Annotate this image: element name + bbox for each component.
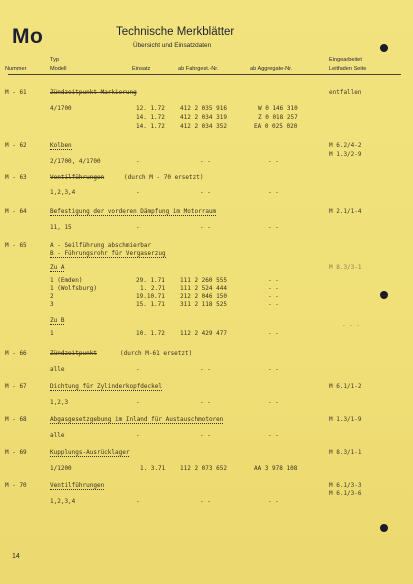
- row-number: M - 64: [5, 208, 27, 215]
- cell-aggregate: - -: [268, 366, 279, 373]
- cell-einsatz: 14. 1.72: [136, 123, 165, 130]
- row-title: Dichtung für Zylinderkopfdeckel: [50, 383, 162, 390]
- cell-modell: 1/1200: [50, 465, 72, 472]
- row-number: M - 67: [5, 383, 27, 390]
- cell-fahrgestell: 311 2 118 525: [180, 301, 227, 308]
- cell-modell: 2/1700, 4/1700: [50, 158, 101, 165]
- cell-modell: 1,2,3,4: [50, 498, 76, 505]
- cell-aggregate: - -: [268, 224, 279, 231]
- row-title: Zündzeitpunkt-Markierung: [50, 89, 137, 96]
- subsection-label: Zu B: [50, 317, 65, 324]
- page-title: Technische Merkblätter: [116, 26, 235, 38]
- cell-fahrgestell: - -: [200, 189, 211, 196]
- cell-modell: 1 (Wolfsburg): [50, 285, 97, 292]
- cell-fahrgestell: 112 2 073 652: [180, 465, 227, 472]
- row-reference: M 1.3/2-9: [329, 151, 362, 158]
- row-title: Ventilführungen: [50, 174, 105, 181]
- row-title: B - Führungsrohr für Vergaserzug: [50, 250, 166, 257]
- row-reference: entfallen: [329, 89, 362, 96]
- row-note: (durch M-61 ersetzt): [120, 350, 193, 357]
- row-reference: M 6.2/4-2: [329, 142, 362, 149]
- row-number: M - 61: [5, 89, 27, 96]
- row-reference: M 1.3/1-9: [329, 416, 362, 423]
- row-reference: M 6.1/3-6: [329, 490, 362, 497]
- cell-modell: 1: [50, 330, 54, 337]
- row-reference: M 6.1/1-2: [329, 383, 362, 390]
- cell-fahrgestell: 412 2 035 916: [180, 105, 227, 112]
- row-title: A - Seilführung abschmierbar: [50, 242, 152, 249]
- cell-modell: 1,2,3: [50, 399, 69, 406]
- cell-fahrgestell: 412 2 034 352: [180, 123, 227, 130]
- section-code: Mo: [12, 25, 44, 48]
- cell-modell: 1,2,3,4: [50, 189, 76, 196]
- cell-modell: 3: [50, 301, 54, 308]
- cell-einsatz: 14. 1.72: [136, 114, 165, 121]
- cell-einsatz: 1. 2.71: [140, 285, 166, 292]
- cell-einsatz: 1. 3.71: [140, 465, 166, 472]
- cell-einsatz: -: [136, 399, 140, 406]
- row-number: M - 70: [5, 482, 27, 489]
- cell-aggregate: - -: [268, 330, 279, 337]
- row-number: M - 66: [5, 350, 27, 357]
- row-reference: - - -: [342, 322, 361, 329]
- cell-modell: 11, 15: [50, 224, 72, 231]
- row-reference: M 6.1/3-3: [329, 482, 362, 489]
- cell-fahrgestell: 212 2 046 150: [180, 293, 227, 300]
- cell-einsatz: -: [136, 432, 140, 439]
- cell-aggregate: - -: [268, 158, 279, 165]
- row-number: M - 69: [5, 449, 27, 456]
- binder-hole: [380, 44, 388, 52]
- cell-einsatz: -: [136, 224, 140, 231]
- row-title: Kolben: [50, 142, 72, 149]
- cell-modell: 2: [50, 293, 54, 300]
- binder-hole: [380, 524, 388, 532]
- row-reference: M 8.3/1-1: [329, 449, 362, 456]
- header-rule: [8, 74, 401, 75]
- row-title: Kupplungs-Ausrücklager: [50, 449, 130, 456]
- cell-aggregate: - -: [268, 293, 279, 300]
- row-number: M - 65: [5, 242, 27, 249]
- page-number: 14: [12, 553, 20, 560]
- cell-fahrgestell: - -: [200, 498, 211, 505]
- subsection-label: Zu A: [50, 264, 65, 271]
- cell-aggregate: - -: [268, 399, 279, 406]
- cell-aggregate: - -: [268, 285, 279, 292]
- cell-einsatz: -: [136, 189, 140, 196]
- cell-aggregate: - -: [268, 277, 279, 284]
- col-header-aggregate: ab Aggregate-Nr.: [250, 66, 293, 72]
- col-header-typ: Typ: [50, 57, 60, 63]
- cell-aggregate: - -: [268, 301, 279, 308]
- cell-aggregate: Z 0 018 257: [258, 114, 298, 121]
- cell-fahrgestell: 111 2 260 555: [180, 277, 227, 284]
- row-title: Zündzeitpunkt: [50, 350, 97, 357]
- cell-einsatz: 12. 1.72: [136, 105, 165, 112]
- binder-hole: [380, 291, 388, 299]
- cell-fahrgestell: 112 2 429 477: [180, 330, 227, 337]
- row-number: M - 62: [5, 142, 27, 149]
- row-reference: M 2.1/1-4: [329, 208, 362, 215]
- col-header-modell: Modell: [50, 66, 67, 72]
- cell-einsatz: 29. 1.71: [136, 277, 165, 284]
- cell-aggregate: EA 0 025 020: [254, 123, 298, 130]
- row-note: (durch M - 70 ersetzt): [124, 174, 204, 181]
- col-header-nummer: Nummer: [5, 66, 27, 72]
- cell-aggregate: W 0 146 310: [258, 105, 298, 112]
- cell-fahrgestell: - -: [200, 366, 211, 373]
- row-reference: M 8.3/3-1: [329, 264, 362, 271]
- col-header-fahrgestell: ab Fahrgest.-Nr.: [178, 66, 219, 72]
- cell-einsatz: -: [136, 366, 140, 373]
- cell-fahrgestell: - -: [200, 224, 211, 231]
- row-number: M - 68: [5, 416, 27, 423]
- cell-fahrgestell: 111 2 524 444: [180, 285, 227, 292]
- cell-aggregate: - -: [268, 432, 279, 439]
- col-header-leitfaden: Leitfaden Seite: [329, 66, 367, 72]
- cell-modell: alle: [50, 366, 65, 373]
- cell-einsatz: -: [136, 498, 140, 505]
- cell-fahrgestell: 412 2 034 319: [180, 114, 227, 121]
- row-title: Befestigung der vorderen Dämpfung im Motorraum: [50, 208, 217, 215]
- cell-modell: 1 (Emden): [50, 277, 83, 284]
- cell-fahrgestell: - -: [200, 432, 211, 439]
- cell-fahrgestell: - -: [200, 158, 211, 165]
- cell-einsatz: -: [136, 158, 140, 165]
- cell-einsatz: 10. 1.72: [136, 330, 165, 337]
- cell-aggregate: AA 3 978 108: [254, 465, 298, 472]
- row-number: M - 63: [5, 174, 27, 181]
- page-subtitle: Übersicht und Einsatzdaten: [133, 42, 212, 49]
- cell-aggregate: - -: [268, 189, 279, 196]
- row-title: Ventilführungen: [50, 482, 105, 489]
- cell-aggregate: - -: [268, 498, 279, 505]
- cell-modell: 4/1700: [50, 105, 72, 112]
- cell-einsatz: 19.10.71: [136, 293, 165, 300]
- col-header-einsatz: Einsatz: [132, 66, 151, 72]
- row-title: Abgasgesetzgebung im Inland für Austauschmotoren: [50, 416, 224, 423]
- cell-einsatz: 15. 1.71: [136, 301, 165, 308]
- col-header-eingearbeitet: Eingearbeitet: [329, 57, 362, 63]
- cell-fahrgestell: - -: [200, 399, 211, 406]
- cell-modell: alle: [50, 432, 65, 439]
